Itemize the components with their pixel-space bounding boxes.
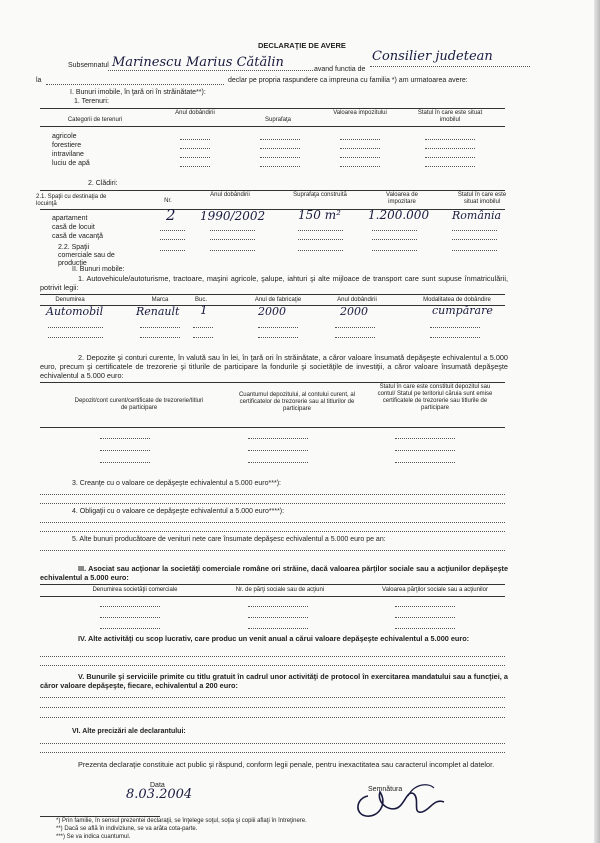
rule [395,617,455,618]
rule [100,628,160,629]
rule [40,427,505,428]
rule [40,494,505,495]
declarant-function: Consilier judetean [372,49,493,64]
section6-title: VI. Alte precizări ale declarantului: [72,728,186,735]
rule [40,697,505,698]
rule [248,462,308,463]
col-statul: Statul în care este situat imobilul [417,110,483,123]
declar-text: declar pe propria raspundere ca impreuna cu familia *) am urmatoarea avere: [228,77,468,84]
teren-intravilane: intravilane [52,151,84,158]
rule [372,230,417,231]
rule [340,148,380,149]
teren-forestiere: forestiere [52,142,82,149]
rule [40,190,505,191]
hw-denumirea: Automobil [46,305,104,318]
rule [180,157,210,158]
rule [180,148,210,149]
rule [260,148,300,149]
hw-modalitatea: cumpărare [432,304,493,317]
rule [248,438,308,439]
cladire-casa: casă de locuit [52,224,95,231]
section2-p4: 4. Obligaţii cu o valoare ce depăşeşte echivalentul a 5.000 euro****): [72,508,285,515]
rule [298,230,343,231]
col-valoare-parti: Valoarea părţilor sociale sau a acţiunilor [382,587,488,593]
rule [395,462,455,463]
rule [40,550,505,551]
rule [340,157,380,158]
avand-functia-label: avand functia de [314,66,366,73]
declarant-name: Marinescu Marius Cătălin [112,55,284,70]
rule [210,230,255,231]
hw-nr: 2 [166,206,176,224]
closing-statement: Prezenta declaraţie constituie act public şi răspund, conform legii penale, pentru inexactitatea sau caracterul incomplet al datelor. [78,760,495,769]
footnote-2: **) Dacă se află în indiviziune, se va arăta cota-parte. [56,826,198,832]
rule [395,438,455,439]
footnote-1: *) Prin familie, în sensul prezentei declaraţii, se înţelege soţul, soţia şi copiii aflaţi în întreţinere. [56,818,307,824]
col-valoarea: Valoarea impozitului [333,110,387,116]
rule [160,239,185,240]
scan-edge [594,0,600,843]
col-cuantum: Cuantumul depozitului, al contului curent, al certificatelor de trezorerie sau al titlurilor de participare [238,392,356,412]
rule [395,606,455,607]
teren-luciu: luciu de apă [52,160,90,167]
rule [140,337,180,338]
rule [40,752,505,753]
col-valoarea-cl: Valoarea de impozitare [386,192,418,205]
rule [100,438,150,439]
rule [335,337,375,338]
hw-dobandirii: 2000 [340,305,368,318]
rule [298,250,343,251]
rule [40,382,505,383]
rule [452,239,497,240]
rule [210,250,255,251]
col-dobandirii: Anul dobândirii [337,297,377,303]
rule [180,166,210,167]
section2-p1: 1. Autovehicule/autoturisme, tractoare, maşini agricole, şalupe, iahturi şi alte mijloace de transport care sunt supuse înmatriculării, potrivit legii: [40,274,508,292]
rule [425,148,475,149]
terenuri-label: 1. Terenuri: [74,98,109,105]
col-denumirea: Denumirea [55,297,85,303]
rule [40,816,160,817]
col-fabricatie: Anul de fabricaţie [254,297,302,303]
rule [40,656,505,657]
section2-title: II. Bunuri mobile: [72,266,125,273]
subsemnatul-label: Subsemnatul [68,62,109,69]
rule [430,337,480,338]
rule [48,327,103,328]
rule [180,139,210,140]
rule [258,337,298,338]
rule [260,166,300,167]
hw-an: 1990/2002 [200,209,266,223]
rule [248,617,308,618]
section2-p5: 5. Alte bunuri producătoare de venituri nete care însumate depăşesc echivalentul a 5.000 euro pe an: [72,536,386,543]
rule [100,462,150,463]
col-anul-cl: Anul dobândirii [210,192,250,198]
col-suprafata-cl: Suprafaţa construită [293,192,347,198]
cladire-apartament: apartament [52,215,88,222]
la-label: la [36,77,42,84]
rule [395,450,455,451]
section1-title: I. Bunuri imobile, în ţară ori în străinătate**): [70,89,206,96]
hw-suprafata: 150 m² [298,208,341,222]
rule [40,108,505,109]
semnatura-label: Semnătura [368,786,403,793]
hw-buc: 1 [200,303,208,317]
rule [395,628,455,629]
rule [193,337,213,338]
rule [100,450,150,451]
rule [260,157,300,158]
rule [160,230,185,231]
col-statul-depozit: Statul în care este constituit depozitul sau contul/ Statul pe teritoriul căruia sunt emise certificatele de trezorerie sau titlurile de participare [377,384,493,411]
rule [452,250,497,251]
col-nr: Nr. [164,198,172,204]
rule [100,606,160,607]
rule [430,327,480,328]
rule [452,230,497,231]
rule [193,327,213,328]
col-marca: Marca [151,297,169,303]
rule [335,327,375,328]
hw-marca: Renault [136,305,180,318]
section2-p3: 3. Creanţe cu o valoare ce depăşeşte echivalentul a 5.000 euro***): [72,480,281,487]
rule [40,707,505,708]
rule [48,337,103,338]
rule [40,294,505,295]
rule [160,250,185,251]
col-societate: Denumirea societăţii comerciale [92,587,178,593]
rule [140,327,180,328]
footnote-3: ***) Se va indica cuantumul. [56,834,131,840]
spatii-comerciale: 2.2. Spaţii comerciale sau de producţie [58,244,115,267]
name-line [108,70,313,71]
rule [40,584,505,585]
hw-valoare: 1.200.000 [368,208,430,222]
rule [40,522,505,523]
col-statul-cl: Statul în care este situat imobilul [457,192,507,205]
teren-agricole: agricole [52,133,77,140]
col-parti: Nr. de părţi sociale sau de acţiuni [235,587,325,593]
section5-title: V. Bunurile şi serviciile primite cu titlu gratuit în cadrul unor activităţi de protocol în exercitarea mandatului sau a funcţiei, a căror valoare depăşeşte, fiecare, echivalentul a 200 euro: [40,672,508,690]
signature [348,774,453,824]
col-categorii: Categorii de terenuri [67,117,123,123]
rule [210,239,255,240]
rule [425,157,475,158]
rule [40,665,505,666]
function-line [370,66,530,67]
rule [425,166,475,167]
col-suprafata: Suprafaţa [264,117,292,123]
rule [298,239,343,240]
rule [258,327,298,328]
rule [100,617,160,618]
rule [248,606,308,607]
document-title: DECLARAŢIE DE AVERE [258,41,346,50]
rule [40,717,505,718]
declaration-date: 8.03.2004 [126,787,193,802]
rule [248,628,308,629]
rule [340,139,380,140]
col-depozit: Depozit/cont curent/certificate de trezorerie/titluri de participare [74,398,204,411]
rule [425,139,475,140]
col-anul: Anul dobândirii [175,110,215,116]
rule [372,250,417,251]
rule [260,139,300,140]
cladiri-label: 2. Clădiri: [88,180,118,187]
data-label: Data [150,782,165,789]
section3-title: III. Asociat sau acţionar la societăţi comerciale române ori străine, dacă valoarea părţilor sociale sau a acţiunilor depăşeşte echivalentul a 5.000 euro: [40,564,508,582]
rule [40,596,505,597]
rule [40,209,505,210]
hw-fabricatie: 2000 [258,305,286,318]
rule [40,126,505,127]
col-modalitatea: Modalitatea de dobândire [423,297,491,303]
institution-line [46,84,224,85]
section4-title: IV. Alte activităţi cu scop lucrativ, care produc un venit anual a cărui valoare depăşeşte echivalentul a 5.000 euro: [78,634,470,643]
rule [40,503,505,504]
col-buc: Buc. [194,297,207,303]
rule [40,531,505,532]
rule [372,239,417,240]
rule [40,743,505,744]
rule [340,166,380,167]
col-spatii: 2.1. Spaţii cu destinaţia de locuinţă [36,194,107,207]
cladire-vacanta: casă de vacanţă [52,233,103,240]
hw-stat: România [452,209,502,222]
rule [248,450,308,451]
section2-p2: 2. Depozite şi conturi curente, în valută sau în lei, în ţară ori în străinătate, a căror valoare însumată depăşeşte echivalentul a 5.000 euro, precum şi certificatele de trezorerie şi titlurile de participare la fondurile şi societăţile de investiţii, a căror valoare însumată depăşeşte echivalentul a 5.000 euro: [40,353,508,380]
